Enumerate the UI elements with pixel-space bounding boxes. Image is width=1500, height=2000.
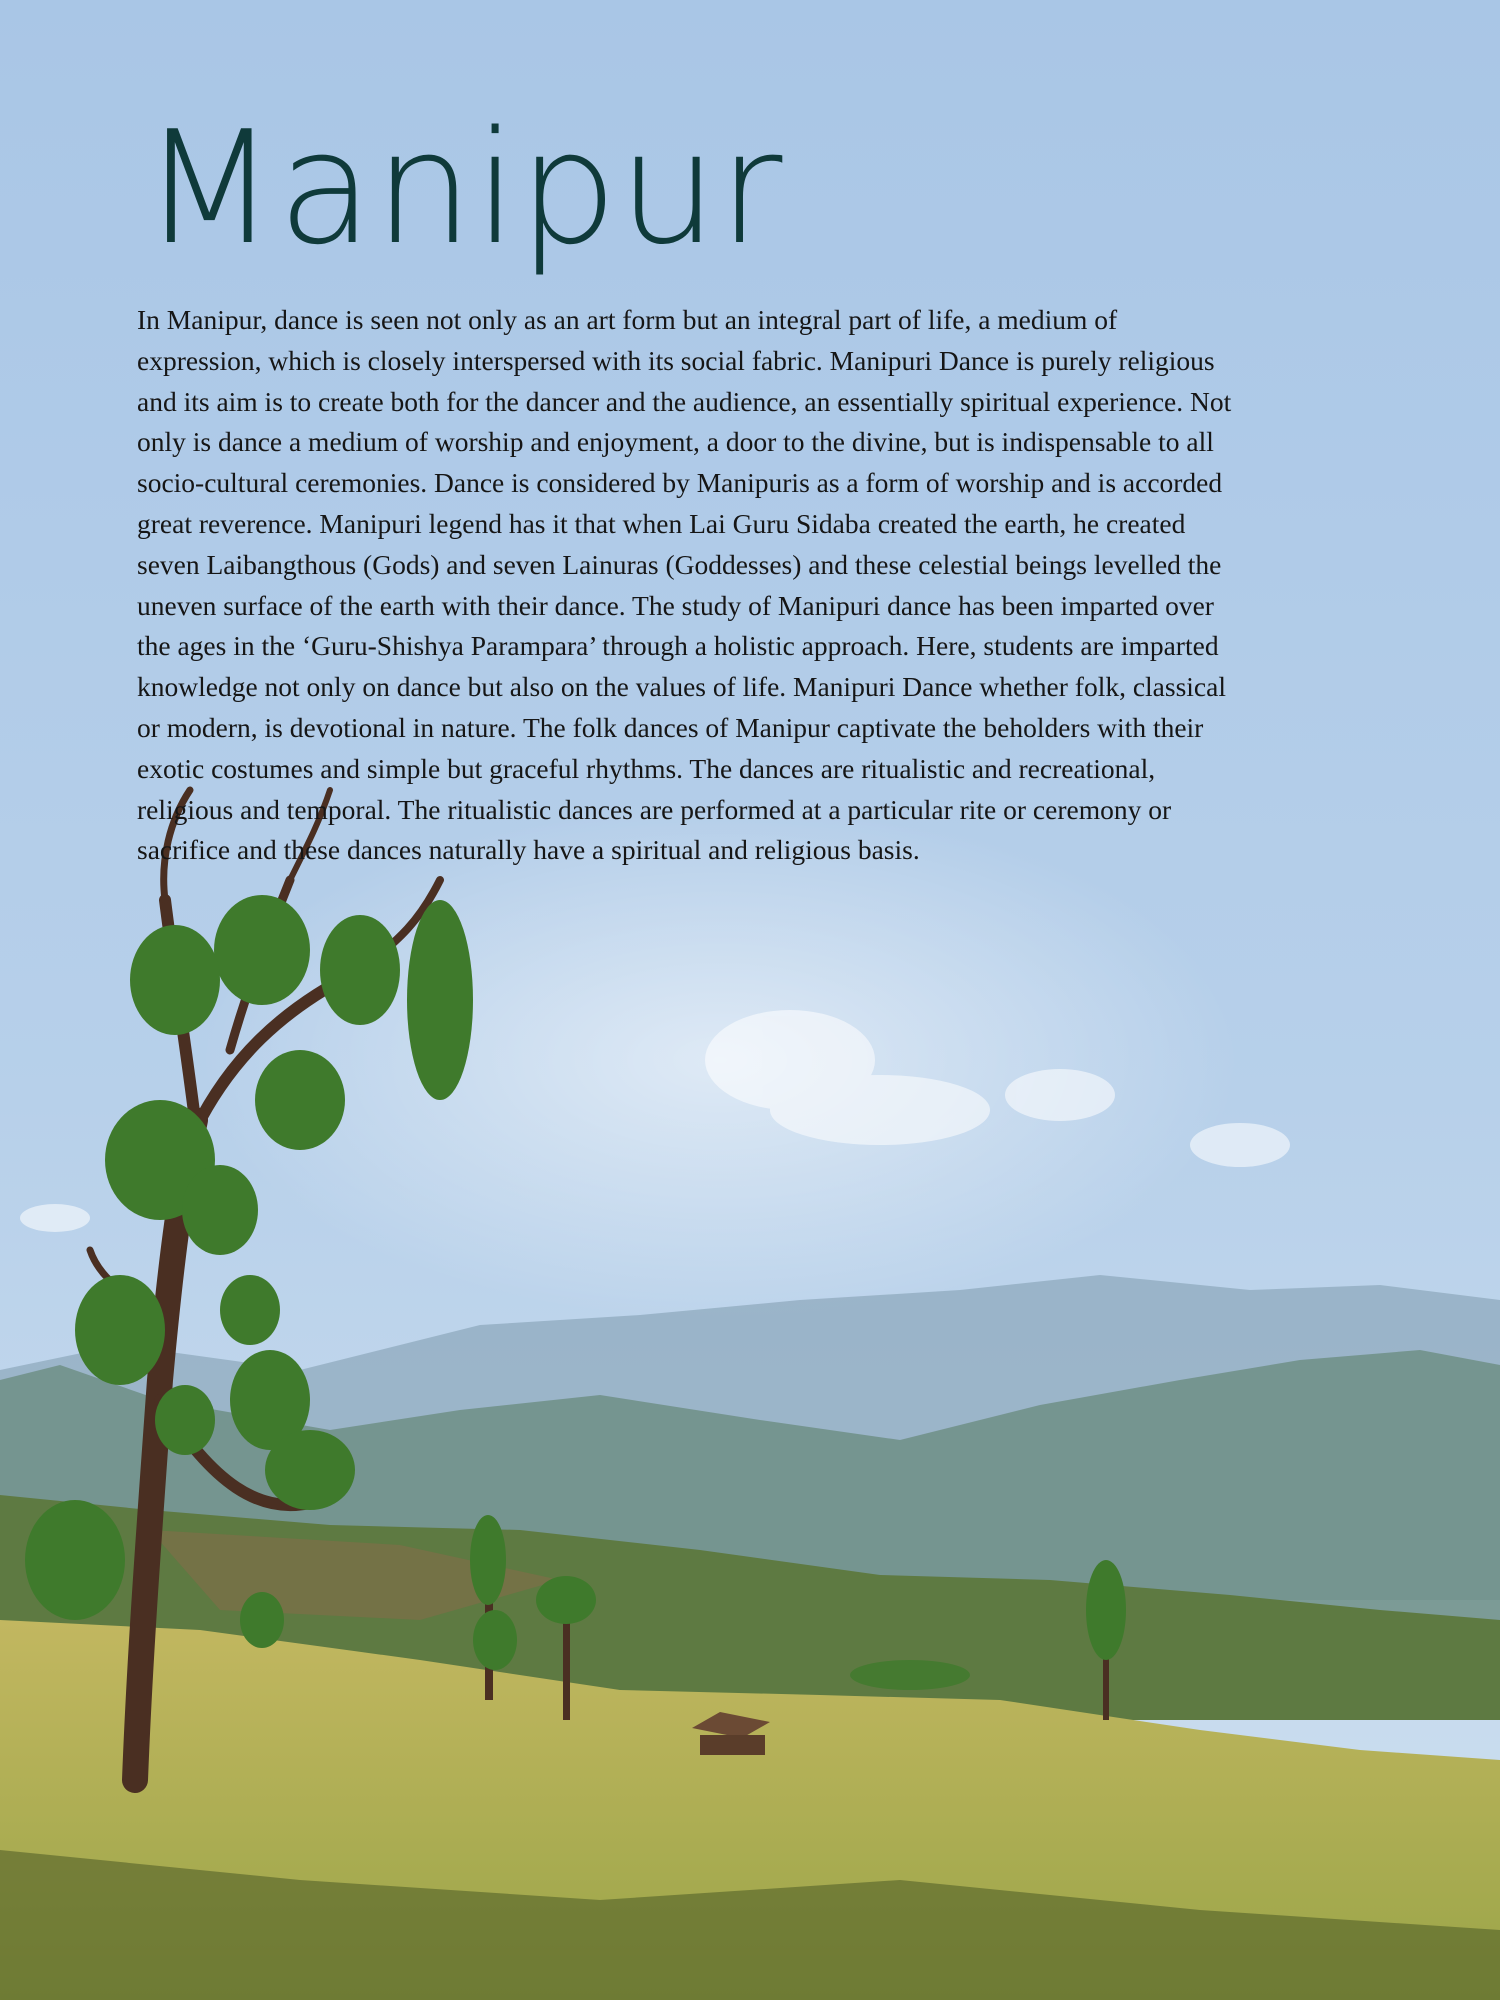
paragraph-line: the ages in the ‘Guru-Shishya Parampara’ through a holistic approach. Here, students are imparted bbox=[137, 630, 1219, 662]
paragraph-line: knowledge not only on dance but also on the values of life. Manipuri Dance whether folk, classical bbox=[137, 671, 1226, 703]
page-title: Manipur bbox=[142, 97, 784, 279]
paragraph-line: seven Laibangthous (Gods) and seven Lainuras (Goddesses) and these celestial beings levelled the bbox=[137, 548, 1222, 580]
paragraph-line: expression, which is closely interspersed with its social fabric. Manipuri Dance is purely religious bbox=[137, 344, 1215, 376]
paragraph-line: socio-cultural ceremonies. Dance is considered by Manipuris as a form of worship and is accorded bbox=[137, 467, 1223, 499]
paragraph-line: sacrifice and these dances naturally have a spiritual and religious basis. bbox=[137, 834, 920, 866]
paragraph-line: religious and temporal. The ritualistic dances are performed at a particular rite or ceremony or bbox=[137, 793, 1172, 825]
paragraph-line: and its aim is to create both for the dancer and the audience, an essentially spiritual experience. Not bbox=[137, 385, 1232, 417]
body-paragraph bbox=[137, 300, 1462, 871]
paragraph-line: only is dance a medium of worship and enjoyment, a door to the divine, but is indispensable to all bbox=[137, 426, 1214, 458]
paragraph-line: uneven surface of the earth with their dance. The study of Manipuri dance has been imparted over bbox=[137, 589, 1214, 621]
paragraph-line: In Manipur, dance is seen not only as an art form but an integral part of life, a medium of bbox=[137, 304, 1118, 335]
paragraph-line: great reverence. Manipuri legend has it that when Lai Guru Sidaba created the earth, he created bbox=[137, 507, 1186, 539]
paragraph-line: or modern, is devotional in nature. The folk dances of Manipur captivate the beholders with their bbox=[137, 711, 1204, 743]
paragraph-line: exotic costumes and simple but graceful rhythms. The dances are ritualistic and recreational, bbox=[137, 752, 1156, 784]
